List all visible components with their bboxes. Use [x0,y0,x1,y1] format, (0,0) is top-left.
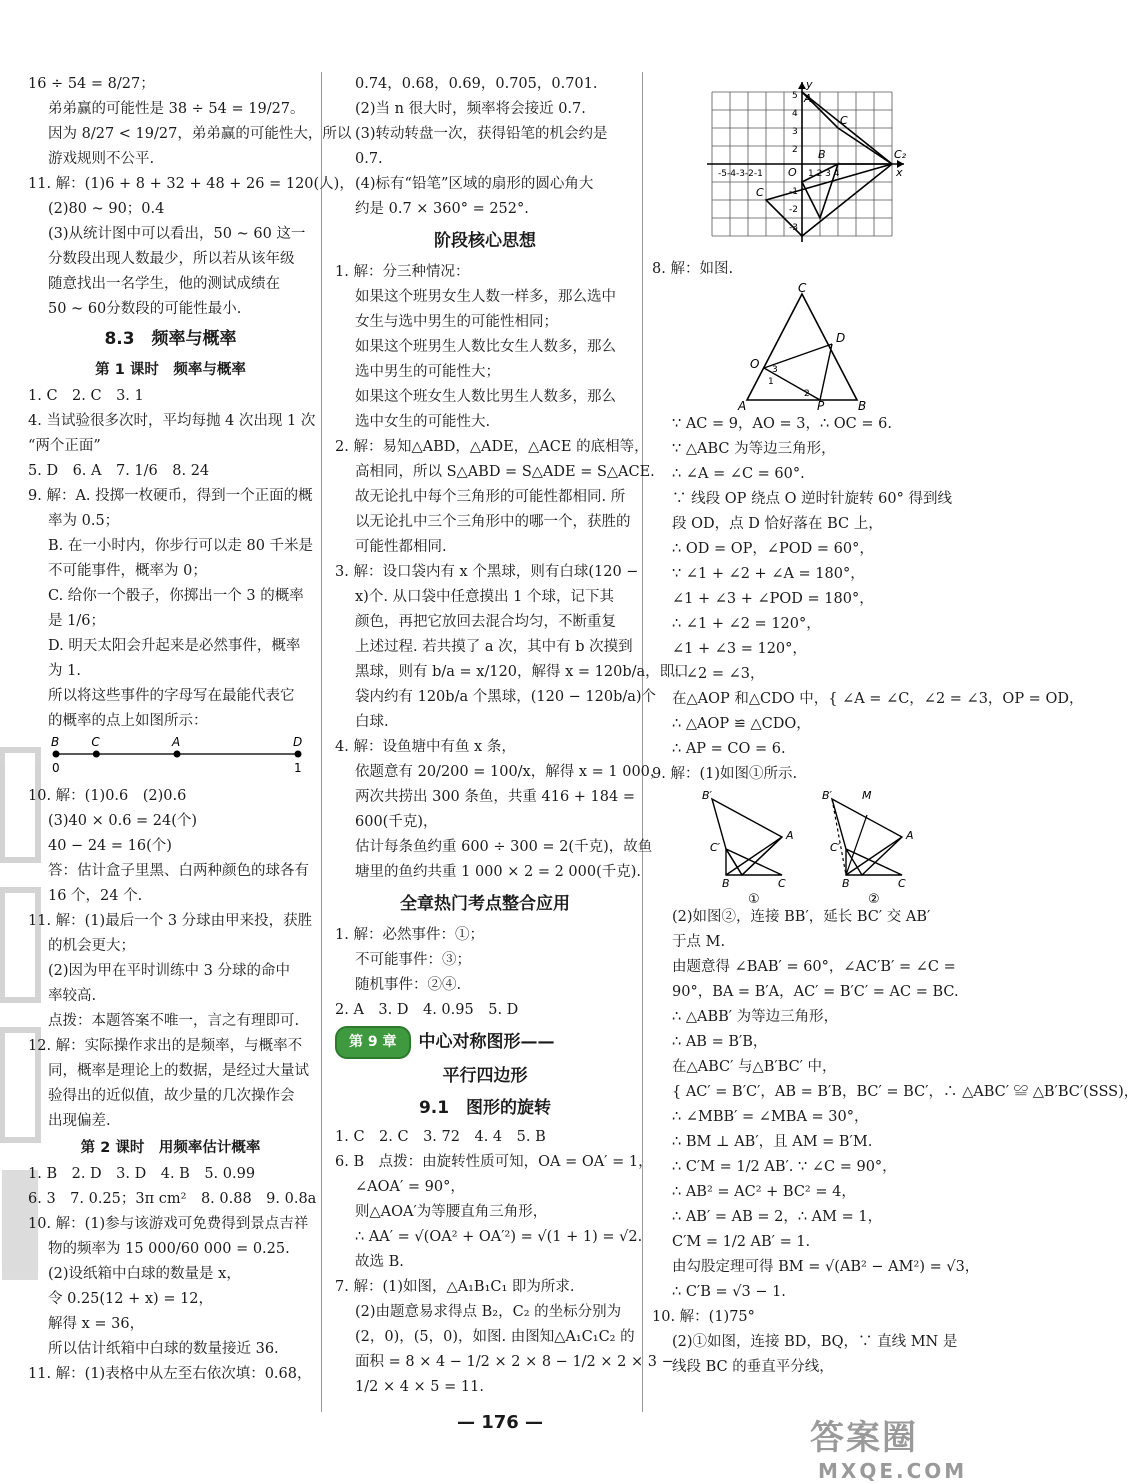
text-line: (2，0)，(5，0)，如图. 由图知△A₁C₁C₂ 的 [355,1329,635,1345]
text-line: 如果这个班女生人数比男生人数多，那么 [355,389,616,405]
text-line: ∴ △ABB′ 为等边三角形， [672,1009,839,1025]
text-line: 女生与选中男生的可能性相同； [355,314,558,330]
text-line: “两个正面” [28,438,101,454]
watermark-sub: MXQE.COM [818,1459,968,1483]
text-line: 在△AOP 和△CDO 中，{ ∠A = ∠C，∠2 = ∠3，OP = OD， [672,691,1084,707]
svg-text:3: 3 [772,365,778,375]
text-line: 上述过程. 若共摸了 a 次，其中有 b 次摸到 [355,639,633,655]
text-line: 1. 解：必然事件：①； [335,927,484,943]
text-line: ∴ ∠A = ∠C = 60°. [672,466,805,482]
text-line: 1/2 × 4 × 5 = 11. [355,1379,484,1395]
text-line: ∠1 + ∠3 + ∠POD = 180°， [672,591,874,607]
text-line: 约是 0.7 × 360° = 252°. [355,201,529,217]
text-line: ∵ △ABC 为等边三角形， [672,441,836,457]
text-line: ∴ ∠MBB′ = ∠MBA = 30°， [672,1109,869,1125]
number-line-label: B [51,735,60,749]
text-line: 高相同，所以 S△ABD = S△ADE = S△ACE. [355,464,655,480]
text-line: ∠AOA′ = 90°， [355,1179,465,1195]
text-line: ∴ AB′ = AB = 2，∴ AM = 1， [672,1209,883,1225]
coordinate-grid-figure [652,72,972,257]
text-line: 因为 8/27 < 19/27，弟弟赢的可能性大，所以 [48,126,352,142]
svg-text:C′: C′ [710,841,721,854]
text-line: 5. D 6. A 7. 1/6 8. 24 [28,463,210,479]
text-line: 率较高. [48,988,97,1004]
text-line: 两次共捞出 300 条鱼，共重 416 + 184 = [355,789,635,805]
svg-text:-5-4-3-2-1: -5-4-3-2-1 [718,169,763,179]
text-line: 12. 解：实际操作求出的是频率，与概率不 [28,1038,303,1054]
text-line: 1. 解：分三种情况： [335,264,470,280]
text-line: ∵ AC = 9，AO = 3，∴ OC = 6. [672,416,892,432]
text-line: (2)设纸箱中白球的数量是 x， [48,1266,241,1282]
probability-number-line [28,734,313,784]
svg-text:-2: -2 [789,205,798,215]
section-heading: 8.3 频率与概率 [104,329,237,349]
section-heading: 9.1 图形的旋转 [418,1098,552,1118]
chapter-header [335,1023,635,1061]
svg-text:-3: -3 [789,223,798,233]
svg-text:x: x [896,166,903,179]
text-line: 40 − 24 = 16(个) [48,838,172,854]
text-line: (2)80 ~ 90；0.4 [48,201,165,217]
text-line: 1. B 2. D 3. D 4. B 5. 0.99 [28,1166,256,1182]
number-line-label: D [293,735,303,749]
column-right [652,72,1138,1380]
answer-block [28,784,313,1134]
text-line: 16 ÷ 54 = 8/27； [28,76,155,92]
text-line: ∴ AB = B′B， [672,1034,768,1050]
text-line: 答：估计盒子里黑、白两种颜色的球各有 [48,863,309,879]
text-line: 为 1. [48,663,81,679]
svg-text:-1: -1 [789,187,798,197]
answer-block [652,905,1138,1380]
svg-text:2: 2 [804,389,810,399]
text-line: 10. 解：(1)参与该游戏可免费得到景点吉祥 [28,1216,309,1232]
text-line: 0.74，0.68，0.69，0.705，0.701. [355,76,598,92]
text-line: 随机事件：②④. [355,977,462,993]
svg-text:1: 1 [768,377,774,387]
text-line: 所以估计纸箱中白球的数量接近 36. [48,1341,279,1357]
text-line: (2)①如图，连接 BD，BQ，∵ 直线 MN 是 [672,1334,958,1350]
text-line: (2)如图②，连接 BB′，延长 BC′ 交 AB′ [672,909,931,925]
text-line: 于点 M. [672,934,726,950]
triangle-figure [652,282,972,412]
answer-block [652,412,1084,787]
text-line: 依题意有 20/200 = 100/x，解得 x = 1 000， [355,764,665,780]
chapter-title: 中心对称图形—— [418,1031,555,1052]
text-line: 16 个，24 个. [48,888,143,904]
text-line: D. 明天太阳会升起来是必然事件，概率 [48,638,301,654]
watermark-main: 答案圈 [810,1418,918,1458]
column-divider [642,72,643,1412]
text-line: B. 在一小时内，你步行可以走 80 千米是 [48,538,314,554]
text-line: { AC′ = B′C′，AB = B′B，BC′ = BC′，∴ △ABC′ ≌ △B′BC′(SSS)， [672,1084,1138,1100]
svg-text:M: M [862,789,872,802]
number-line-label: C [91,735,100,749]
svg-text:B: B [858,399,867,413]
page-number: — 176 — [456,1412,544,1433]
svg-text:C′: C′ [830,841,841,854]
text-line: 颜色，再把它放回去混合均匀，不断重复 [355,614,616,630]
text-line: 段 OD，点 D 恰好落在 BC 上， [672,516,883,532]
number-line-point [93,751,100,758]
text-line: x)个. 从口袋中任意摸出 1 个球，记下其 [355,589,614,605]
text-line: 所以将这些事件的字母写在最能代表它 [48,688,295,704]
text-line: 验得出的近似值，故少量的几次操作会 [48,1088,295,1104]
text-line: 6. B 点拨：由旋转性质可知，OA = OA′ = 1， [335,1154,653,1170]
text-line: 1. C 2. C 3. 1 [28,388,144,404]
text-line: 11. 解：(1)6 + 8 + 32 + 48 + 26 = 120(人)， [28,176,354,192]
text-line: (3)40 × 0.6 = 24(个) [48,813,198,829]
text-line: ∴ AP = CO = 6. [672,741,786,757]
text-line: 6. 3 7. 0.25；3π cm² 8. 0.88 9. 0.8a [28,1191,317,1207]
answer-block [335,260,689,885]
text-line: 的机会更大； [48,938,135,954]
answer-block [335,72,635,222]
number-line-tick: 0 [52,761,60,775]
number-line-point [295,751,302,758]
text-line: 是 1/6； [48,613,105,629]
section-heading: 全章热门考点整合应用 [400,894,570,914]
svg-text:A: A [738,399,747,413]
svg-text:C: C [756,186,764,199]
text-line: 游戏规则不公平. [48,151,155,167]
text-line: 令 0.25(12 + x) = 12， [48,1291,214,1307]
text-line: 在△ABC′ 与△B′BC′ 中， [672,1059,837,1075]
svg-text:C: C [778,877,786,890]
section-heading: 阶段核心思想 [434,231,536,251]
svg-text:B′: B′ [822,789,833,802]
svg-text:B′: B′ [702,789,713,802]
rotation-figures [652,787,972,905]
answer-block [335,923,635,1023]
text-line: ∴ BM ⊥ AB′，且 AM = B′M. [672,1134,873,1150]
svg-text:A: A [804,92,812,105]
text-line: (4)标有“铅笔”区域的扇形的圆心角大 [355,176,594,192]
lesson-heading: 第 2 课时 用频率估计概率 [80,1140,261,1156]
svg-text:C: C [798,281,807,295]
text-line: 出现偏差. [48,1113,111,1129]
text-line: (2)因为甲在平时训练中 3 分球的命中 [48,963,290,979]
text-line: ∵ ∠1 + ∠2 + ∠A = 180°， [672,566,865,582]
text-line: ∴ AB² = AC² + BC² = 4， [672,1184,856,1200]
text-line: 塘里的鱼约共重 1 000 × 2 = 2 000(千克). [355,864,642,880]
number-line-point [53,751,60,758]
svg-text:B: B [818,148,826,161]
text-line: 11. 解：(1)最后一个 3 分球由甲来投，获胜 [28,913,313,929]
text-line: 600(千克)， [355,814,438,830]
text-line: ∴ ∠2 = ∠3， [672,666,765,682]
text-line: 同，概率是理论上的数据，是经过大量试 [48,1063,309,1079]
text-line: ∴ C′M = 1/2 AB′. ∵ ∠C = 90°， [672,1159,897,1175]
text-line: 黑球，则有 b/a = x/120，解得 x = 120b/a，即口 [355,664,689,680]
chapter-badge: 第 9 章 [335,1026,411,1059]
answer-block [28,1162,317,1387]
number-line-label: A [172,735,181,749]
answer-block [335,1125,674,1400]
svg-text:O: O [788,166,797,179]
text-line: C. 给你一个骰子，你掷出一个 3 的概率 [48,588,304,604]
text-line: 白球. [355,714,389,730]
svg-text:P: P [817,399,825,413]
text-line: ∴ △AOP ≌ △CDO， [672,716,811,732]
text-line: 面积 = 8 × 4 − 1/2 × 2 × 8 − 1/2 × 2 × 3 − [355,1354,674,1370]
figure-label: ① [748,892,760,907]
svg-text:4: 4 [792,109,798,119]
text-line: 选中女生的可能性大. [355,414,491,430]
number-line-point [174,751,181,758]
text-line: 则△AOA′为等腰直角三角形， [355,1204,548,1220]
chapter-title-line2: 平行四边形 [442,1066,528,1086]
text-line: 由勾股定理可得 BM = √(AB² − AM²) = √3， [672,1259,980,1275]
text-line: 10. 解：(1)75° [652,1309,755,1325]
column-left [28,72,354,1387]
text-line: 以无论扎中三个三角形中的哪一个，获胜的 [355,514,631,530]
watermark [810,1410,967,1483]
text-line: 1. C 2. C 3. 72 4. 4 5. B [335,1129,546,1145]
figure-label: ② [868,892,880,907]
text-line: (2)由题意易求得点 B₂，C₂ 的坐标分别为 [355,1304,622,1320]
text-line: 可能性都相同. [355,539,447,555]
svg-text:D: D [836,331,846,345]
svg-text:5: 5 [792,91,798,101]
svg-text:B: B [842,877,850,890]
column-middle [335,72,689,1400]
svg-text:1 2 3 4: 1 2 3 4 [808,169,840,179]
svg-text:C: C [898,877,906,890]
text-line: 9. 解：A. 投掷一枚硬币，得到一个正面的概 [28,488,313,504]
text-line: 点拨：本题答案不唯一，言之有理即可. [48,1013,300,1029]
answer-block [28,72,354,322]
text-line: 弟弟赢的可能性是 38 ÷ 54 = 19/27。 [48,101,305,117]
text-line: 随意找出一名学生，他的测试成绩在 [48,276,280,292]
text-line: ∵ 线段 OP 绕点 O 逆时针旋转 60° 得到线 [672,491,952,507]
text-line: 7. 解：(1)如图，△A₁B₁C₁ 即为所求. [335,1279,575,1295]
text-line: 不可能事件：③； [355,952,471,968]
svg-text:2: 2 [792,145,798,155]
text-line: 解得 x = 36， [48,1316,145,1332]
number-line-tick: 1 [294,761,302,775]
text-line: 如果这个班男生人数比女生人数多，那么 [355,339,616,355]
lesson-heading: 第 1 课时 频率与概率 [95,362,246,378]
text-line: 3. 解：设口袋内有 x 个黑球，则有白球(120 − [335,564,639,580]
text-line: ∴ C′B = √3 − 1. [672,1284,786,1300]
text-line: 的概率的点上如图所示： [48,713,208,729]
text-line: 线段 BC 的垂直平分线， [672,1359,834,1375]
answer-block [28,384,316,734]
text-line: 2. 解：易知△ABD，△ADE，△ACE 的底相等， [335,439,649,455]
text-line: 9. 解：(1)如图①所示. [652,766,798,782]
text-line: 10. 解：(1)0.6 (2)0.6 [28,788,187,804]
text-line: 故选 B. [355,1254,404,1270]
text-line: ∴ AA′ = √(OA² + OA′²) = √(1 + 1) = √2. [355,1229,643,1245]
text-line: (3)转动转盘一次，获得铅笔的机会约是 [355,126,608,142]
text-line: 故无论扎中每个三角形的可能性都相同. 所 [355,489,626,505]
svg-text:C₂: C₂ [894,148,907,161]
text-line: (3)从统计图中可以看出，50 ~ 60 这一 [48,226,306,242]
text-line: 2. A 3. D 4. 0.95 5. D [335,1002,519,1018]
text-line: C′M = 1/2 AB′ = 1. [672,1234,811,1250]
text-line: ∴ OD = OP，∠POD = 60°， [672,541,874,557]
svg-text:3: 3 [792,127,798,137]
text-line: 4. 当试验很多次时，平均每抛 4 次出现 1 次 [28,413,316,429]
text-line: 8. 解：如图. [652,261,734,277]
text-line: 50 ~ 60分数段的可能性最小. [48,301,242,317]
text-line: 率为 0.5； [48,513,120,529]
text-line: 分数段出现人数最少，所以若从该年级 [48,251,295,267]
svg-text:O: O [750,357,760,371]
text-line: ∠1 + ∠3 = 120°， [672,641,807,657]
text-line: ∴ ∠1 + ∠2 = 120°， [672,616,821,632]
text-line: 物的频率为 15 000/60 000 = 0.25. [48,1241,290,1257]
text-line: 如果这个班男女生人数一样多，那么选中 [355,289,616,305]
text-line: 0.7. [355,151,383,167]
text-line: 由题意得 ∠BAB′ = 60°，∠AC′B′ = ∠C = [672,959,956,975]
column-divider [321,72,322,1412]
text-line: 选中男生的可能性大； [355,364,500,380]
text-line: 4. 解：设鱼塘中有鱼 x 条， [335,739,516,755]
text-line: 不可能事件，概率为 0； [48,563,207,579]
svg-text:y: y [806,78,813,91]
text-line: 90°，BA = B′A，AC′ = B′C′ = AC = BC. [672,984,959,1000]
svg-text:B: B [722,877,730,890]
svg-text:A: A [786,829,794,842]
text-line: 11. 解：(1)表格中从左至右依次填：0.68， [28,1366,312,1382]
svg-text:C: C [840,114,848,127]
text-line: 估计每条鱼约重 600 ÷ 300 = 2(千克)，故鱼 [355,839,653,855]
svg-text:A: A [906,829,914,842]
text-line: (2)当 n 很大时，频率将会接近 0.7. [355,101,586,117]
text-line: 袋内约有 120b/a 个黑球，(120 − 120b/a)个 [355,689,657,705]
